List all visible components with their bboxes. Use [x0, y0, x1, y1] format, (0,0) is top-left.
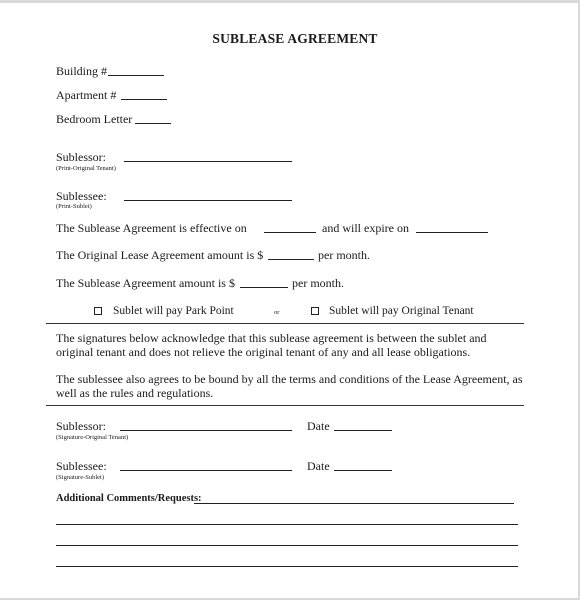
page-border-top: [0, 0, 580, 3]
option-park-point-label: Sublet will pay Park Point: [113, 305, 234, 317]
expire-date-field[interactable]: [416, 232, 488, 233]
comments-line[interactable]: [56, 524, 518, 525]
sublessee-signature-label: Sublessee:: [56, 459, 107, 473]
sublessor-date-label: Date: [307, 419, 330, 433]
sublessor-signature-field[interactable]: [120, 430, 292, 431]
sublessor-print-field[interactable]: [124, 161, 292, 162]
sublessee-signature-caption: (Signature-Sublet): [56, 474, 105, 481]
bedroom-letter-label: Bedroom Letter: [56, 112, 133, 126]
sublessor-signature-label: Sublessor:: [56, 419, 107, 433]
effective-date-field[interactable]: [264, 232, 316, 233]
terms-paragraph: The sublessee also agrees to be bound by all the terms and conditions of the Lease Agreement, as well as the rules and regulations.: [56, 372, 523, 400]
building-field[interactable]: [108, 75, 164, 76]
original-tenant-checkbox[interactable]: [311, 307, 319, 315]
building-label: Building #: [56, 64, 108, 78]
sublessee-date-label: Date: [307, 459, 330, 473]
original-amount-text: The Original Lease Agreement amount is $: [56, 248, 264, 262]
sublessee-signature-field[interactable]: [120, 470, 292, 471]
sublessor-print-caption: (Print-Original Tenant): [56, 165, 116, 172]
section-divider-top: [46, 323, 524, 324]
option-original-tenant-label: Sublet will pay Original Tenant: [329, 305, 474, 317]
or-label: or: [274, 309, 280, 316]
apartment-label: Apartment #: [56, 88, 117, 102]
comments-line[interactable]: [56, 545, 518, 546]
effective-text: The Sublease Agreement is effective on: [56, 221, 247, 235]
sublease-amount-field[interactable]: [240, 287, 288, 288]
original-amount-field[interactable]: [268, 259, 314, 260]
section-divider-bottom: [46, 405, 524, 406]
original-amount-suffix: per month.: [318, 248, 370, 262]
comments-line[interactable]: [194, 503, 514, 504]
sublessee-print-label: Sublessee:: [56, 189, 107, 203]
sublessor-signature-caption: (Signature-Original Tenant): [56, 434, 129, 441]
bedroom-letter-field[interactable]: [135, 123, 171, 124]
sublessee-print-field[interactable]: [124, 200, 292, 201]
sublessor-print-label: Sublessor:: [56, 150, 107, 164]
acknowledgement-paragraph: The signatures below acknowledge that this sublease agreement is between the sublet and original tenant and does not relieve the original tenant of any and all lease obligations.: [56, 331, 487, 359]
expire-text: and will expire on: [322, 221, 409, 235]
comments-label: Additional Comments/Requests:: [56, 493, 202, 504]
comments-line[interactable]: [56, 566, 518, 567]
sublessee-date-field[interactable]: [334, 470, 392, 471]
document-title: SUBLEASE AGREEMENT: [212, 31, 378, 46]
sublease-amount-suffix: per month.: [292, 276, 344, 290]
sublease-amount-text: The Sublease Agreement amount is $: [56, 276, 235, 290]
sublessor-date-field[interactable]: [334, 430, 392, 431]
sublessee-print-caption: (Print-Sublet): [56, 203, 92, 210]
apartment-field[interactable]: [121, 99, 167, 100]
park-point-checkbox[interactable]: [94, 307, 102, 315]
